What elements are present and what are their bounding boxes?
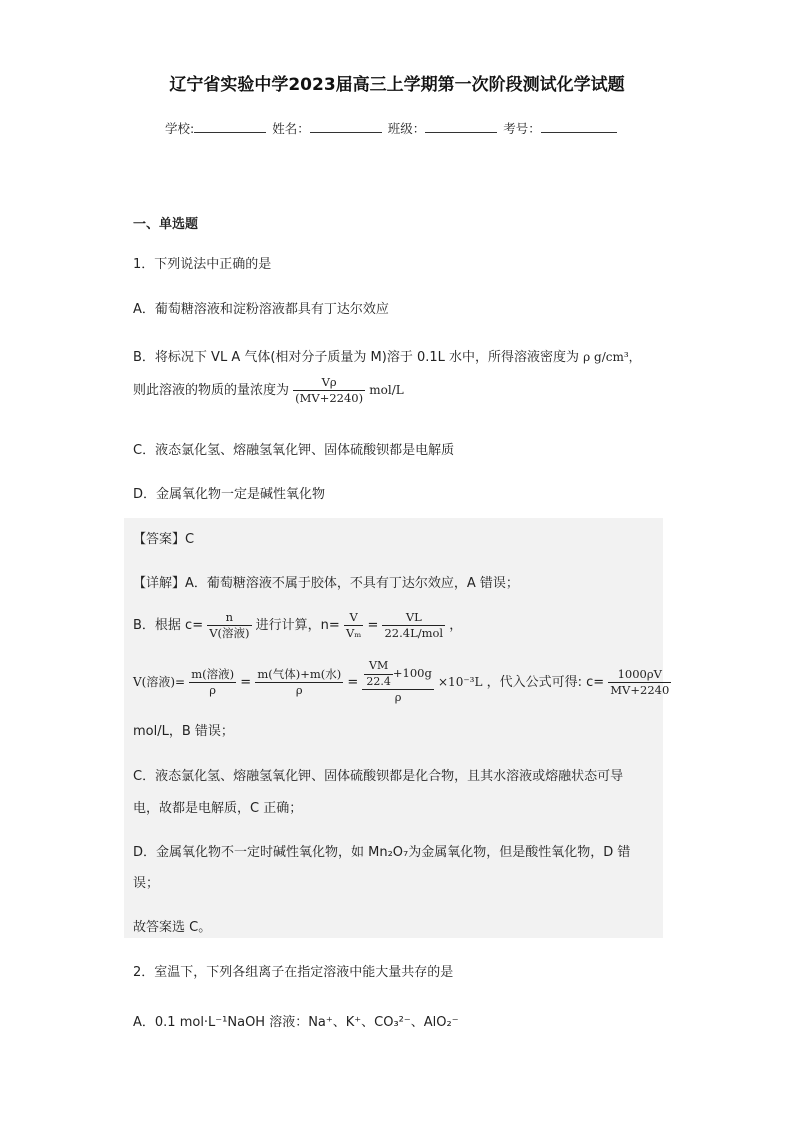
fraction-numerator: Vρ (293, 376, 365, 391)
q1-option-b-density: ρ g/cm³， (583, 350, 641, 364)
class-blank[interactable] (425, 120, 497, 133)
name-label: 姓名： (272, 121, 310, 136)
school-label: 学校: (165, 121, 195, 136)
detail-b-line3: mol/L，B 错误； (133, 724, 234, 739)
substitution-text: ，代入公式可得: c= (486, 674, 605, 690)
name-blank[interactable] (310, 120, 382, 133)
fraction-denominator: ρ (295, 682, 303, 697)
q2-option-a: A．0.1 mol·L⁻¹NaOH 溶液：Na⁺、K⁺、CO₃²⁻、AlO₂⁻ (133, 1015, 459, 1030)
q1-option-b-prefix: 则此溶液的物质的量浓度为 (133, 383, 290, 399)
fraction-denominator: 22.4 (366, 674, 391, 688)
q1-option-b-text: B．将标况下 VL A 气体(相对分子质量为 M)溶于 0.1L 水中，所得溶液密度为 (133, 350, 580, 365)
student-info-row (165, 119, 619, 137)
volume-prefix: V(溶液)= (133, 674, 186, 689)
result-fraction (608, 668, 671, 697)
fraction-denominator: 22.4L/mol (384, 626, 444, 641)
inner-fraction (364, 660, 393, 688)
fraction-denominator: ρ (209, 682, 217, 697)
fraction-denominator: MV+2240 (610, 682, 670, 697)
formula-vl-fraction (382, 611, 445, 640)
fraction-numerator: VL (382, 611, 445, 626)
q1-option-c: C．液态氯化氢、熔融氢氧化钾、固体硫酸钡都是电解质 (133, 443, 455, 458)
detail-d-line2: 误； (133, 876, 160, 891)
q1-stem: 1．下列说法中正确的是 (133, 257, 272, 272)
q1-option-d: D．金属氧化物一定是碱性氧化物 (133, 487, 326, 502)
page-title: 辽宁省实验中学2023届高三上学期第一次阶段测试化学试题 (169, 75, 625, 95)
fraction-numerator-compound (362, 660, 433, 690)
q1-option-a: A．葡萄糖溶液和淀粉溶液都具有丁达尔效应 (133, 302, 389, 317)
fraction-numerator: n (207, 611, 251, 626)
final-answer: 故答案选 C。 (133, 920, 212, 935)
volume-fraction-2 (255, 668, 343, 697)
formula-n-fraction (344, 611, 363, 640)
fraction-denominator: Vₘ (345, 626, 362, 641)
detail-c-line2: 电，故都是电解质，C 正确； (133, 801, 303, 816)
q2-stem: 2．室温下，下列各组离子在指定溶液中能大量共存的是 (133, 965, 454, 980)
school-blank[interactable] (194, 120, 266, 133)
detail-c-line1: C．液态氯化氢、熔融氢氧化钾、固体硫酸钡都是化合物，且其水溶液或熔融状态可导 (133, 769, 624, 784)
q1-option-b-fraction (293, 376, 365, 405)
equals-sign: = (240, 674, 252, 690)
detail-d-line1: D．金属氧化物不一定时碱性氧化物，如 Mn₂O₇为金属氧化物，但是酸性氧化物，D 错 (133, 845, 631, 860)
exam-no-blank[interactable] (541, 120, 617, 133)
answer-label: 【答案】C (133, 532, 195, 547)
detail-b-mid: 进行计算，n= (255, 618, 340, 634)
fraction-numerator: 1000ρV (608, 668, 671, 683)
detail-b-end: ， (449, 618, 463, 634)
q1-option-b-unit: mol/L (369, 383, 404, 398)
fraction-numerator: V (344, 611, 363, 626)
fraction-numerator: m(溶液) (189, 668, 236, 683)
q1-option-b-line1 (133, 346, 641, 365)
added-mass: +100g (392, 666, 432, 681)
fraction-denominator: V(溶液) (209, 626, 250, 641)
volume-fraction-1 (189, 668, 236, 697)
fraction-denominator: (MV+2240) (295, 391, 364, 406)
detail-b-line2 (133, 660, 671, 705)
equals-sign: = (347, 674, 359, 690)
q1-option-b-line2 (133, 376, 404, 405)
fraction-numerator: VM (364, 660, 393, 675)
fraction-numerator: m(气体)+m(水) (255, 668, 343, 683)
detail-b-line1 (133, 611, 462, 640)
fraction-denominator: ρ (394, 690, 402, 705)
exam-no-label: 考号： (503, 121, 541, 136)
detail-b-prefix: B．根据 c= (133, 618, 204, 634)
class-label: 班级： (387, 121, 426, 136)
times-factor: ×10⁻³L (438, 674, 483, 689)
equals-sign: = (367, 618, 379, 634)
section-heading: 一、单选题 (133, 217, 199, 232)
formula-c-fraction (207, 611, 251, 640)
detail-a: 【详解】A．葡萄糖溶液不属于胶体，不具有丁达尔效应，A 错误； (133, 576, 519, 591)
volume-fraction-3 (362, 660, 433, 705)
